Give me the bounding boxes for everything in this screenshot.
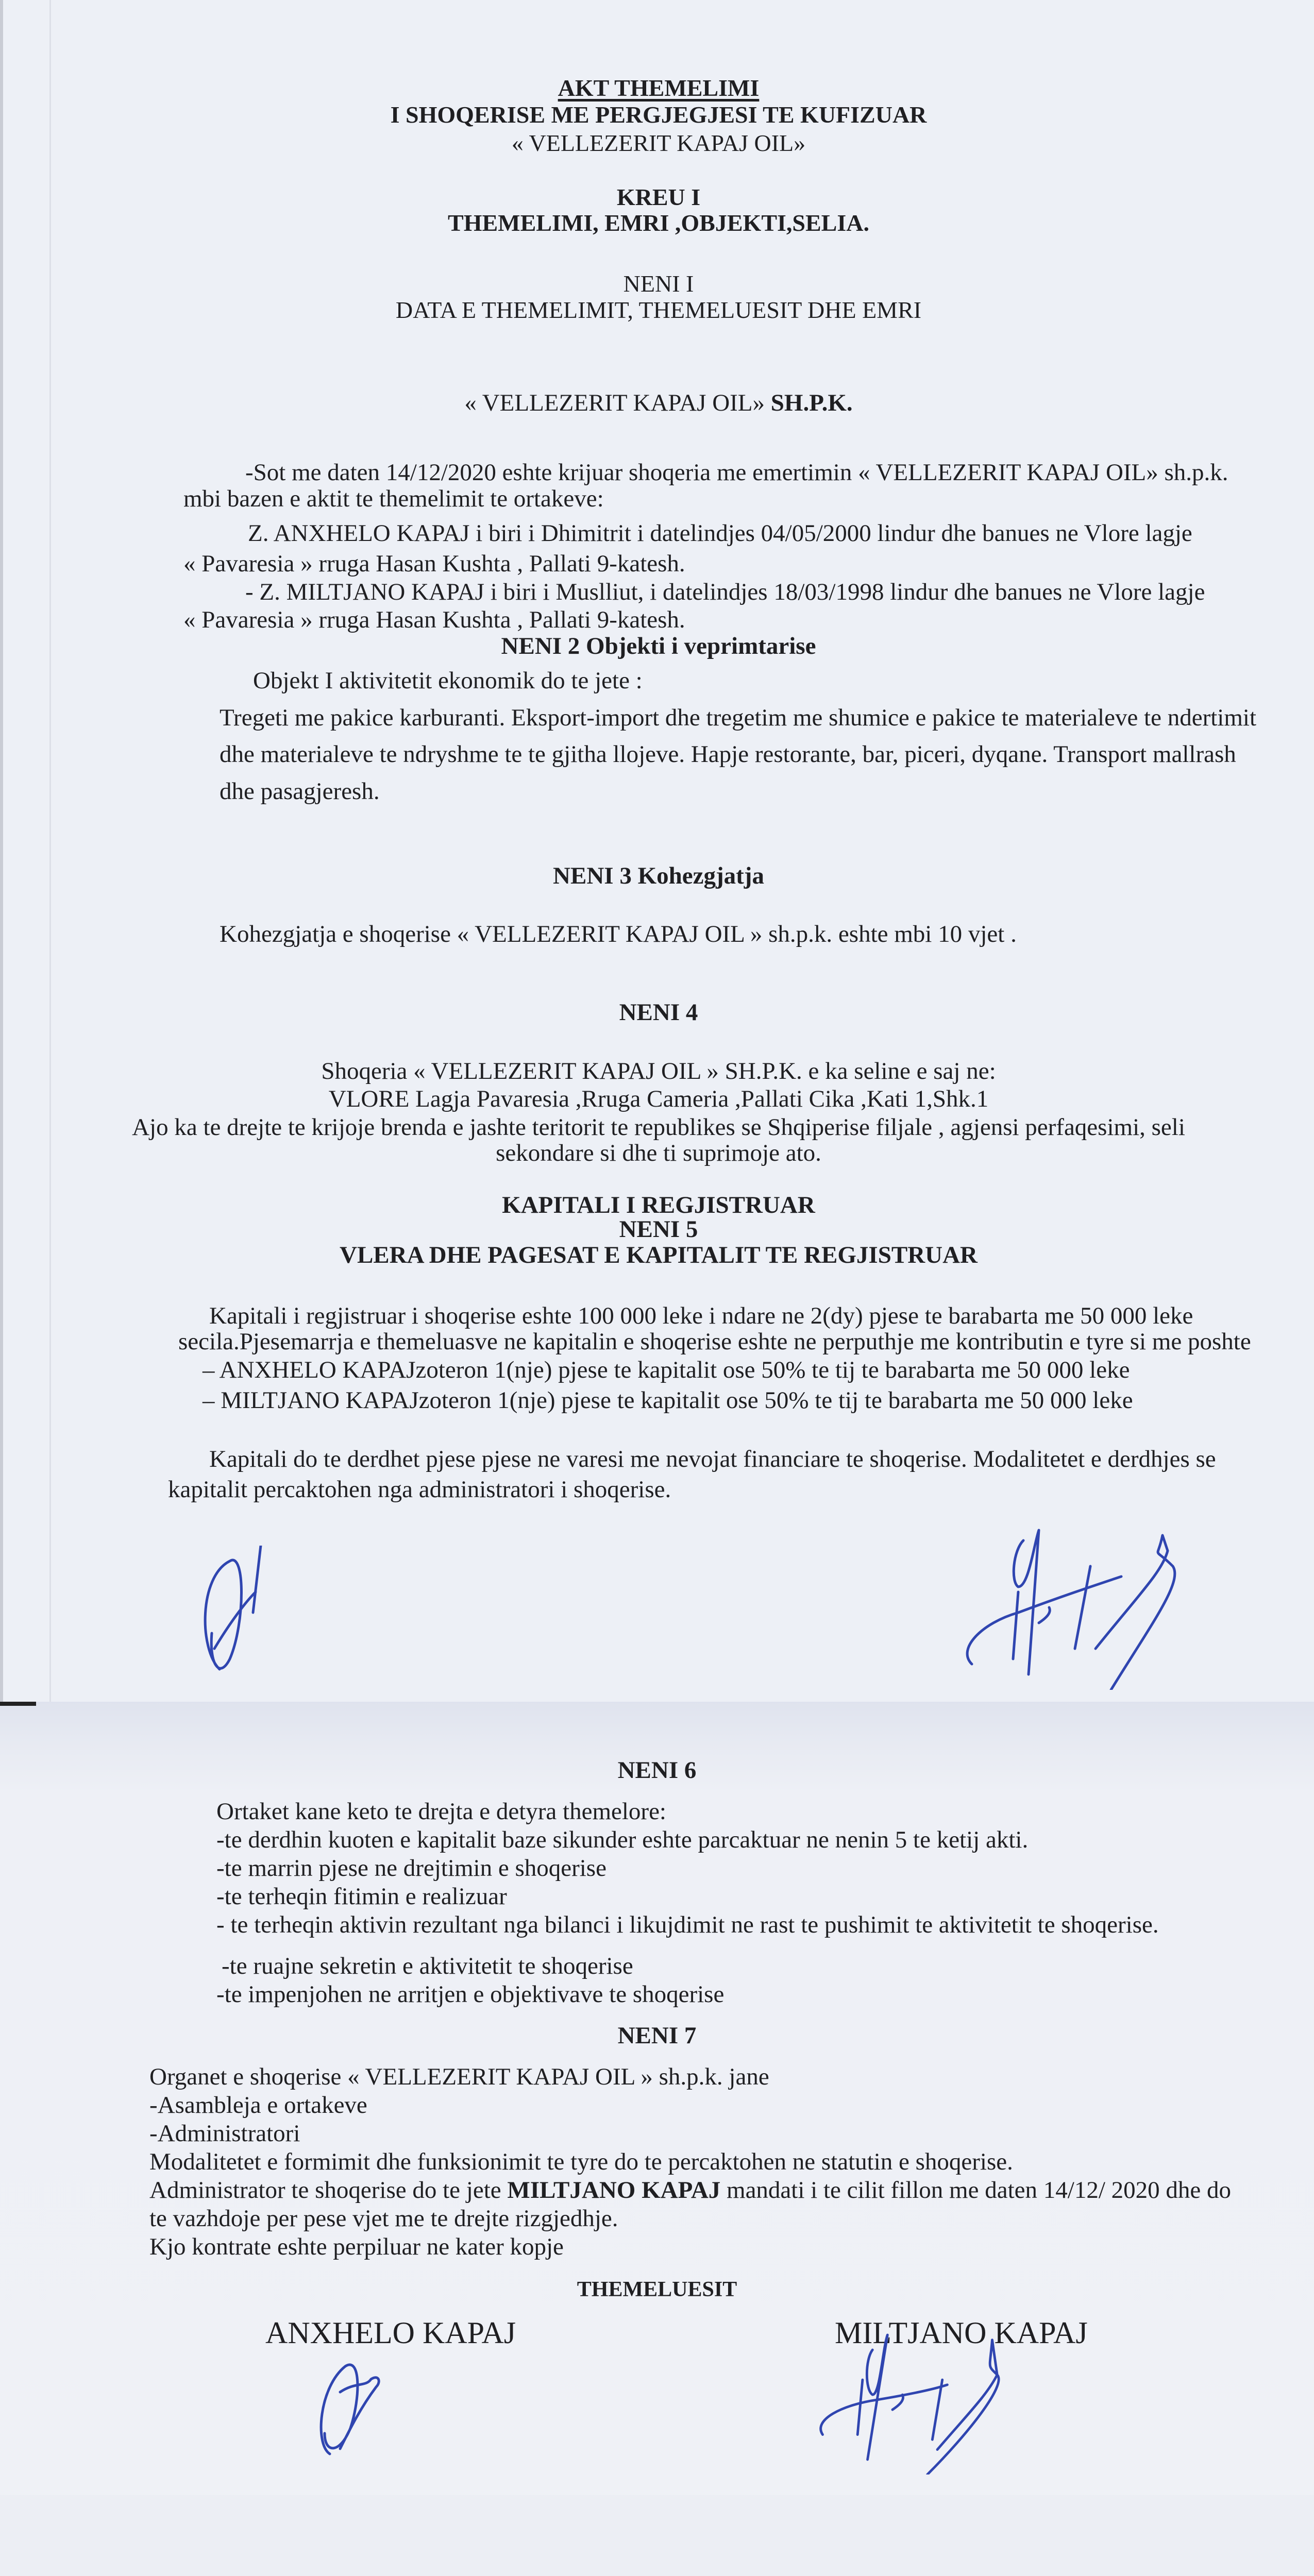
paragraph-line: Organet e shoqerise « VELLEZERIT KAPAJ OIL » sh.p.k. jane	[149, 2063, 769, 2090]
founder-name-miltjano: MILTJANO KAPAJ	[835, 2316, 1088, 2350]
founder-name-anxhelo: ANXHELO KAPAJ	[265, 2316, 516, 2350]
signature-anxhelo	[189, 1546, 353, 1680]
paragraph-line: dhe materialeve te ndryshme te te gjitha llojeve. Hapje restorante, bar, piceri, dyqane. Transport mallrash	[220, 741, 1236, 768]
paragraph-line: kapitalit percaktohen nga administratori i shoqerise.	[168, 1476, 671, 1503]
paragraph-line: - Z. MILTJANO KAPAJ i biri i Muslliut, i datelindjes 18/03/1998 lindur dhe banues ne Vlore lagje	[245, 579, 1205, 605]
paragraph-line: Z. ANXHELO KAPAJ i biri i Dhimitrit i datelindjes 04/05/2000 lindur dhe banues ne Vlore lagje	[248, 520, 1192, 547]
capital-section-heading: KAPITALI I REGJISTRUAR	[502, 1192, 815, 1218]
list-item: -te terheqin fitimin e realizuar	[216, 1883, 507, 1910]
list-item: -te ruajne sekretin e aktivitetit te shoqerise	[222, 1953, 633, 1979]
neni5-heading: NENI 5	[619, 1216, 698, 1243]
neni4-heading: NENI 4	[619, 999, 698, 1026]
list-item: -te derdhin kuoten e kapitalit baze sikunder eshte parcaktuar ne nenin 5 te ketij akti.	[216, 1826, 1029, 1853]
paragraph-line: Shoqeria « VELLEZERIT KAPAJ OIL » SH.P.K. e ka seline e saj ne:	[321, 1058, 996, 1084]
document-subtitle: I SHOQERISE ME PERGJEGJESI TE KUFIZUAR	[390, 101, 927, 128]
neni1-title: DATA E THEMELIMIT, THEMELUESIT DHE EMRI	[395, 297, 922, 323]
neni5-title: VLERA DHE PAGESAT E KAPITALIT TE REGJISTRUAR	[340, 1242, 978, 1268]
chapter-heading: KREU I	[616, 184, 701, 210]
list-item: -te impenjohen ne arritjen e objektivave te shoqerise	[216, 1981, 725, 2008]
paragraph-line: secila.Pjesemarrja e themeluasve ne kapitalin e shoqerise eshte ne perputhje me kontributin e tyre si me poshte	[178, 1328, 1251, 1355]
document-page-2	[0, 1702, 1314, 2495]
chapter-title: THEMELIMI, EMRI ,OBJEKTI,SELIA.	[448, 210, 869, 236]
company-type: SH.P.K.	[765, 389, 853, 416]
neni3-heading: NENI 3 Kohezgjatja	[553, 862, 764, 889]
admin-prefix: Administrator te shoqerise do te jete	[149, 2177, 508, 2204]
scan-edge	[49, 0, 51, 1702]
paragraph-line: te vazhdoje per pese vjet me te drejte rizgjedhje.	[149, 2205, 618, 2232]
paragraph-line: Tregeti me pakice karburanti. Eksport-import dhe tregetim me shumice e pakice te materialeve te ndertimit	[220, 704, 1257, 731]
paragraph-line: Objekt I aktivitetit ekonomik do te jete :	[253, 667, 643, 694]
paragraph-line: « Pavaresia » rruga Hasan Kushta , Pallati 9-katesh.	[183, 550, 685, 577]
paragraph-line: dhe pasagjeresh.	[220, 778, 380, 805]
paragraph-line: -Sot me daten 14/12/2020 eshte krijuar shoqeria me emertimin « VELLEZERIT KAPAJ OIL» sh.p.k.	[245, 459, 1228, 486]
signature-miltjano	[956, 1520, 1286, 1690]
paragraph-line: Modalitetet e formimit dhe funksionimit te tyre do te percaktohen ne statutin e shoqerise.	[149, 2148, 1013, 2175]
paragraph-line: Kohezgjatja e shoqerise « VELLEZERIT KAPAJ OIL » sh.p.k. eshte mbi 10 vjet .	[220, 921, 1017, 947]
paragraph-line: Ajo ka te drejte te krijoje brenda e jashte teritorit te republikes se Shqiperise filjale , agjensi perfaqesimi, seli	[132, 1114, 1185, 1141]
founders-heading: THEMELUESIT	[577, 2278, 737, 2301]
share-item: – ANXHELO KAPAJzoteron 1(nje) pjese te kapitalit ose 50% te tij te barabarta me 50 000 leke	[203, 1357, 1130, 1383]
paragraph-line: « Pavaresia » rruga Hasan Kushta , Pallati 9-katesh.	[183, 606, 685, 633]
company-name: « VELLEZERIT KAPAJ OIL»	[511, 130, 806, 156]
company-full-name	[3, 391, 1314, 415]
neni7-heading: NENI 7	[617, 2022, 697, 2049]
signature-anxhelo	[309, 2356, 433, 2459]
neni2-heading: NENI 2 Objekti i veprimtarise	[501, 633, 816, 659]
paragraph-line: Ortaket kane keto te drejta e detyra themelore:	[216, 1798, 666, 1825]
paragraph-line: Kapitali i regjistruar i shoqerise eshte 100 000 leke i ndare ne 2(dy) pjese te barabarta me 50 000 leke	[209, 1302, 1193, 1329]
admin-name: MILTJANO KAPAJ	[507, 2177, 721, 2204]
paragraph-line: sekondare si dhe ti suprimoje ato.	[496, 1140, 821, 1166]
document-title: AKT THEMELIMI	[558, 75, 760, 101]
neni6-heading: NENI 6	[617, 1757, 697, 1784]
paragraph-line: Kapitali do te derdhet pjese pjese ne varesi me nevojat financiare te shoqerise. Modalitetet e derdhjes se	[209, 1446, 1216, 1472]
list-item: - te terheqin aktivin rezultant nga bilanci i likujdimit ne rast te pushimit te aktivitetit te shoqerise.	[216, 1911, 1159, 1938]
paragraph-line: mbi bazen e aktit te themelimit te ortakeve:	[183, 485, 604, 512]
list-item: -Asambleja e ortakeve	[149, 2092, 367, 2119]
paragraph-line: Kjo kontrate eshte perpiluar ne kater kopje	[149, 2233, 564, 2260]
company-name-quoted: « VELLEZERIT KAPAJ OIL»	[464, 389, 765, 416]
paragraph-line: VLORE Lagja Pavaresia ,Rruga Cameria ,Pallati Cika ,Kati 1,Shk.1	[328, 1086, 989, 1112]
administrator-line	[149, 2178, 1231, 2202]
neni1-heading: NENI I	[623, 270, 694, 297]
admin-suffix: mandati i te cilit fillon me daten 14/12/ 2020 dhe do	[720, 2177, 1231, 2204]
scan-edge	[0, 1702, 36, 1706]
list-item: -Administratori	[149, 2120, 300, 2147]
list-item: -te marrin pjese ne drejtimin e shoqerise	[216, 1855, 607, 1882]
share-item: – MILTJANO KAPAJzoteron 1(nje) pjese te kapitalit ose 50% te tij te barabarta me 50 000 leke	[203, 1387, 1133, 1414]
signature-miltjano	[814, 2320, 1031, 2475]
